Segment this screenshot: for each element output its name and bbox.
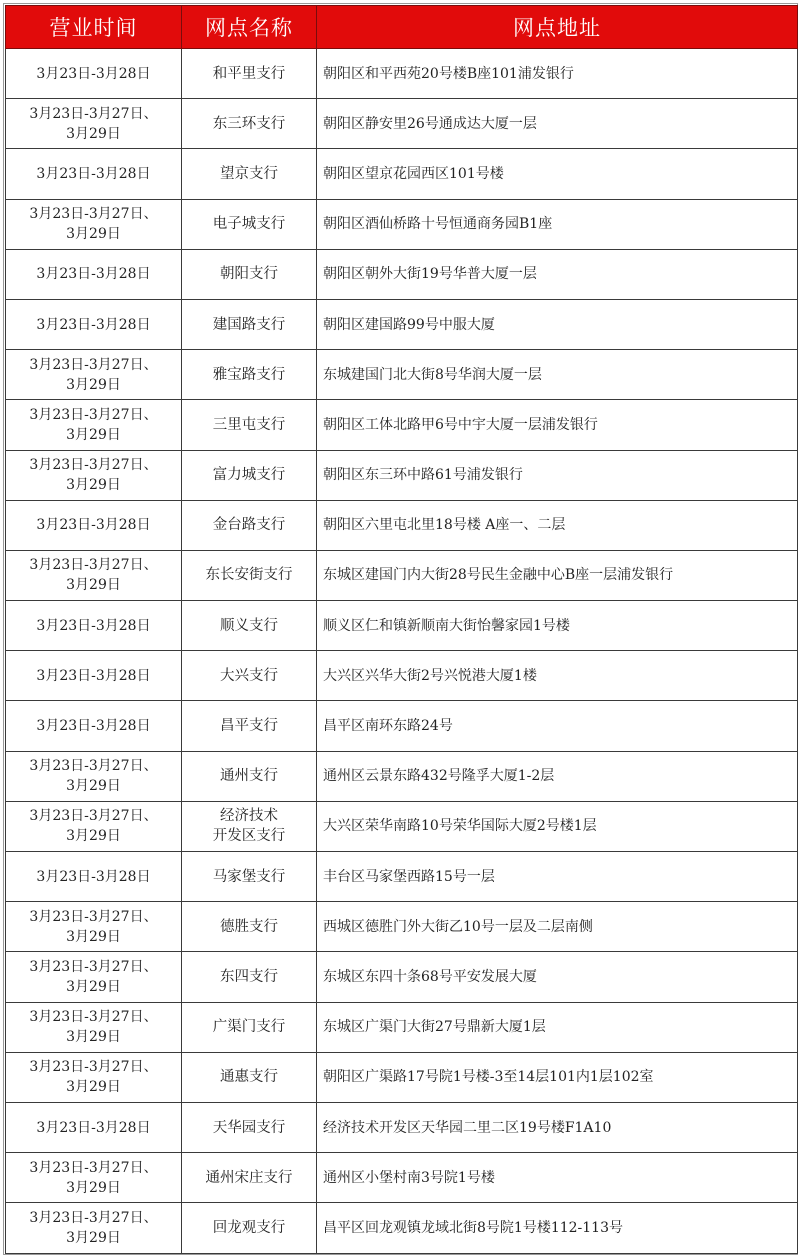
branch-address-cell: 朝阳区朝外大街19号华普大厦一层 (317, 249, 798, 299)
business-hours-text: 3月23日-3月28日 (36, 65, 151, 82)
business-hours-text: 3月29日 (66, 426, 121, 443)
table-header (6, 6, 798, 49)
branch-name-text: 和平里支行 (212, 65, 286, 82)
business-hours-text: 3月23日-3月27日、 (29, 1209, 158, 1226)
branch-name-text: 德胜支行 (220, 918, 278, 935)
branch-name-text: 金台路支行 (212, 517, 286, 534)
branch-address-cell: 昌平区回龙观镇龙域北街8号院1号楼112-113号 (317, 1203, 798, 1253)
table-row (6, 751, 798, 801)
branch-address-cell: 朝阳区工体北路甲6号中宇大厦一层浦发银行 (317, 400, 798, 450)
branch-name-text: 顺义支行 (220, 617, 278, 634)
branch-name-cell (182, 701, 317, 751)
business-hours-cell (6, 99, 182, 149)
table-row (6, 350, 798, 400)
table-row (6, 1052, 798, 1102)
branch-hours-table (5, 5, 798, 1254)
table-row (6, 400, 798, 450)
branch-address-cell: 东城区广渠门大街27号鼎新大厦1层 (317, 1002, 798, 1052)
branch-address-cell: 朝阳区酒仙桥路十号恒通商务园B1座 (317, 199, 798, 249)
table-row (6, 651, 798, 701)
business-hours-text: 3月23日-3月27日、 (29, 557, 158, 574)
branch-name-cell (182, 450, 317, 500)
branch-address-cell: 朝阳区和平西苑20号楼B座101浦发银行 (317, 49, 798, 99)
business-hours-cell (6, 902, 182, 952)
branch-address-cell: 朝阳区望京花园西区101号楼 (317, 149, 798, 199)
branch-name-text: 建国路支行 (212, 316, 286, 333)
branch-name-cell (182, 751, 317, 801)
branch-name-cell (182, 49, 317, 99)
business-hours-text: 3月23日-3月28日 (36, 868, 151, 885)
business-hours-text: 3月23日-3月28日 (36, 316, 151, 333)
branch-name-cell (182, 249, 317, 299)
business-hours-text: 3月29日 (66, 1079, 121, 1096)
branch-name-text: 通州宋庄支行 (205, 1169, 293, 1186)
branch-name-cell (182, 1002, 317, 1052)
table-row (6, 1102, 798, 1152)
branch-name-cell (182, 350, 317, 400)
business-hours-text: 3月23日-3月28日 (36, 165, 151, 182)
branch-name-text: 通州支行 (220, 768, 278, 785)
branch-name-text: 经济技术 (220, 808, 278, 825)
table-row (6, 99, 798, 149)
business-hours-cell (6, 500, 182, 550)
business-hours-cell (6, 801, 182, 851)
branch-name-text: 电子城支行 (212, 216, 286, 233)
table-row (6, 550, 798, 600)
business-hours-text: 3月23日-3月27日、 (29, 457, 158, 474)
table-row (6, 902, 798, 952)
branch-address-cell: 朝阳区建国路99号中服大厦 (317, 299, 798, 349)
table-row (6, 701, 798, 751)
branch-address-cell: 朝阳区广渠路17号院1号楼-3至14层101内1层102室 (317, 1052, 798, 1102)
business-hours-text: 3月29日 (66, 778, 121, 795)
branch-address-cell: 东城区东四十条68号平安发展大厦 (317, 952, 798, 1002)
branch-name-cell (182, 1153, 317, 1203)
branch-name-cell (182, 299, 317, 349)
business-hours-cell (6, 199, 182, 249)
branch-name-cell (182, 149, 317, 199)
branch-address-cell: 通州区小堡村南3号院1号楼 (317, 1153, 798, 1203)
branch-name-cell (182, 952, 317, 1002)
business-hours-text: 3月29日 (66, 577, 121, 594)
business-hours-cell (6, 550, 182, 600)
branch-address-cell: 大兴区兴华大街2号兴悦港大厦1楼 (317, 651, 798, 701)
business-hours-cell (6, 149, 182, 199)
business-hours-cell (6, 400, 182, 450)
header-branch-name: 网点名称 (182, 6, 317, 49)
business-hours-text: 3月29日 (66, 477, 121, 494)
business-hours-cell (6, 601, 182, 651)
branch-name-cell (182, 902, 317, 952)
branch-address-cell: 东城区建国门内大街28号民生金融中心B座一层浦发银行 (317, 550, 798, 600)
branch-name-text: 大兴支行 (220, 667, 278, 684)
branch-name-text: 昌平支行 (220, 718, 278, 735)
table-body (6, 49, 798, 1254)
branch-name-cell (182, 601, 317, 651)
business-hours-cell (6, 350, 182, 400)
branch-name-text: 东三环支行 (212, 115, 286, 132)
branch-name-cell (182, 500, 317, 550)
table-row (6, 1002, 798, 1052)
business-hours-text: 3月23日-3月27日、 (29, 105, 158, 122)
branch-address-cell: 朝阳区六里屯北里18号楼 A座一、二层 (317, 500, 798, 550)
business-hours-text: 3月29日 (66, 928, 121, 945)
branch-address-cell: 朝阳区东三环中路61号浦发银行 (317, 450, 798, 500)
business-hours-text: 3月23日-3月27日、 (29, 1009, 158, 1026)
table-row (6, 450, 798, 500)
business-hours-cell (6, 1153, 182, 1203)
business-hours-text: 3月29日 (66, 226, 121, 243)
business-hours-cell (6, 1102, 182, 1152)
branch-name-cell (182, 1102, 317, 1152)
business-hours-text: 3月29日 (66, 376, 121, 393)
business-hours-text: 3月29日 (66, 828, 121, 845)
business-hours-text: 3月23日-3月27日、 (29, 406, 158, 423)
branch-address-cell: 顺义区仁和镇新顺南大街怡馨家园1号楼 (317, 601, 798, 651)
business-hours-cell (6, 450, 182, 500)
business-hours-cell (6, 249, 182, 299)
business-hours-text: 3月23日-3月28日 (36, 1119, 151, 1136)
business-hours-cell (6, 1052, 182, 1102)
business-hours-cell (6, 852, 182, 902)
table-row (6, 299, 798, 349)
business-hours-text: 3月23日-3月27日、 (29, 1159, 158, 1176)
branch-name-text: 天华园支行 (212, 1119, 286, 1136)
branch-name-cell (182, 199, 317, 249)
business-hours-text: 3月29日 (66, 1179, 121, 1196)
business-hours-cell (6, 1203, 182, 1253)
branch-name-text: 朝阳支行 (220, 266, 278, 283)
branch-name-text: 马家堡支行 (212, 868, 286, 885)
branch-name-cell (182, 651, 317, 701)
business-hours-text: 3月23日-3月27日、 (29, 958, 158, 975)
business-hours-text: 3月23日-3月28日 (36, 266, 151, 283)
table-row (6, 149, 798, 199)
branch-name-text: 开发区支行 (212, 828, 286, 845)
branch-address-cell: 朝阳区静安里26号通成达大厦一层 (317, 99, 798, 149)
business-hours-text: 3月23日-3月28日 (36, 667, 151, 684)
branch-address-cell: 西城区德胜门外大街乙10号一层及二层南侧 (317, 902, 798, 952)
business-hours-text: 3月23日-3月28日 (36, 718, 151, 735)
business-hours-text: 3月23日-3月27日、 (29, 758, 158, 775)
branch-address-cell: 昌平区南环东路24号 (317, 701, 798, 751)
table-row (6, 1203, 798, 1253)
table-row (6, 500, 798, 550)
business-hours-text: 3月23日-3月28日 (36, 517, 151, 534)
branch-name-cell (182, 801, 317, 851)
branch-address-cell: 通州区云景东路432号隆孚大厦1-2层 (317, 751, 798, 801)
branch-address-cell: 丰台区马家堡西路15号一层 (317, 852, 798, 902)
business-hours-cell (6, 299, 182, 349)
branch-name-text: 广渠门支行 (212, 1019, 286, 1036)
business-hours-text: 3月23日-3月27日、 (29, 356, 158, 373)
table-row (6, 199, 798, 249)
branch-name-cell (182, 1052, 317, 1102)
header-branch-address: 网点地址 (317, 6, 798, 49)
table-row (6, 49, 798, 99)
business-hours-text: 3月29日 (66, 1229, 121, 1246)
table-row (6, 852, 798, 902)
table-row (6, 1153, 798, 1203)
business-hours-cell (6, 751, 182, 801)
branch-address-cell: 经济技术开发区天华园二里二区19号楼F1A10 (317, 1102, 798, 1152)
table-row (6, 601, 798, 651)
business-hours-text: 3月29日 (66, 1029, 121, 1046)
branch-name-text: 东长安街支行 (205, 567, 293, 584)
branch-name-text: 望京支行 (220, 165, 278, 182)
table-row (6, 249, 798, 299)
business-hours-text: 3月23日-3月27日、 (29, 1059, 158, 1076)
branch-name-text: 通惠支行 (220, 1069, 278, 1086)
business-hours-text: 3月23日-3月27日、 (29, 808, 158, 825)
business-hours-text: 3月23日-3月27日、 (29, 206, 158, 223)
header-row (6, 6, 798, 49)
branch-name-text: 东四支行 (220, 968, 278, 985)
table-row (6, 952, 798, 1002)
business-hours-cell (6, 49, 182, 99)
business-hours-text: 3月23日-3月27日、 (29, 908, 158, 925)
business-hours-text: 3月29日 (66, 978, 121, 995)
branch-name-text: 雅宝路支行 (212, 366, 286, 383)
branch-name-cell (182, 550, 317, 600)
branch-address-cell: 东城建国门北大街8号华润大厦一层 (317, 350, 798, 400)
business-hours-text: 3月29日 (66, 125, 121, 142)
branch-name-cell (182, 1203, 317, 1253)
business-hours-text: 3月23日-3月28日 (36, 617, 151, 634)
branch-name-text: 三里屯支行 (212, 416, 286, 433)
branch-name-cell (182, 400, 317, 450)
branch-name-text: 富力城支行 (212, 467, 286, 484)
branch-address-cell: 大兴区荣华南路10号荣华国际大厦2号楼1层 (317, 801, 798, 851)
table-row (6, 801, 798, 851)
business-hours-cell (6, 1002, 182, 1052)
branch-name-cell (182, 99, 317, 149)
header-business-hours: 营业时间 (6, 6, 182, 49)
business-hours-cell (6, 651, 182, 701)
business-hours-cell (6, 701, 182, 751)
business-hours-cell (6, 952, 182, 1002)
branch-name-text: 回龙观支行 (212, 1219, 286, 1236)
branch-name-cell (182, 852, 317, 902)
